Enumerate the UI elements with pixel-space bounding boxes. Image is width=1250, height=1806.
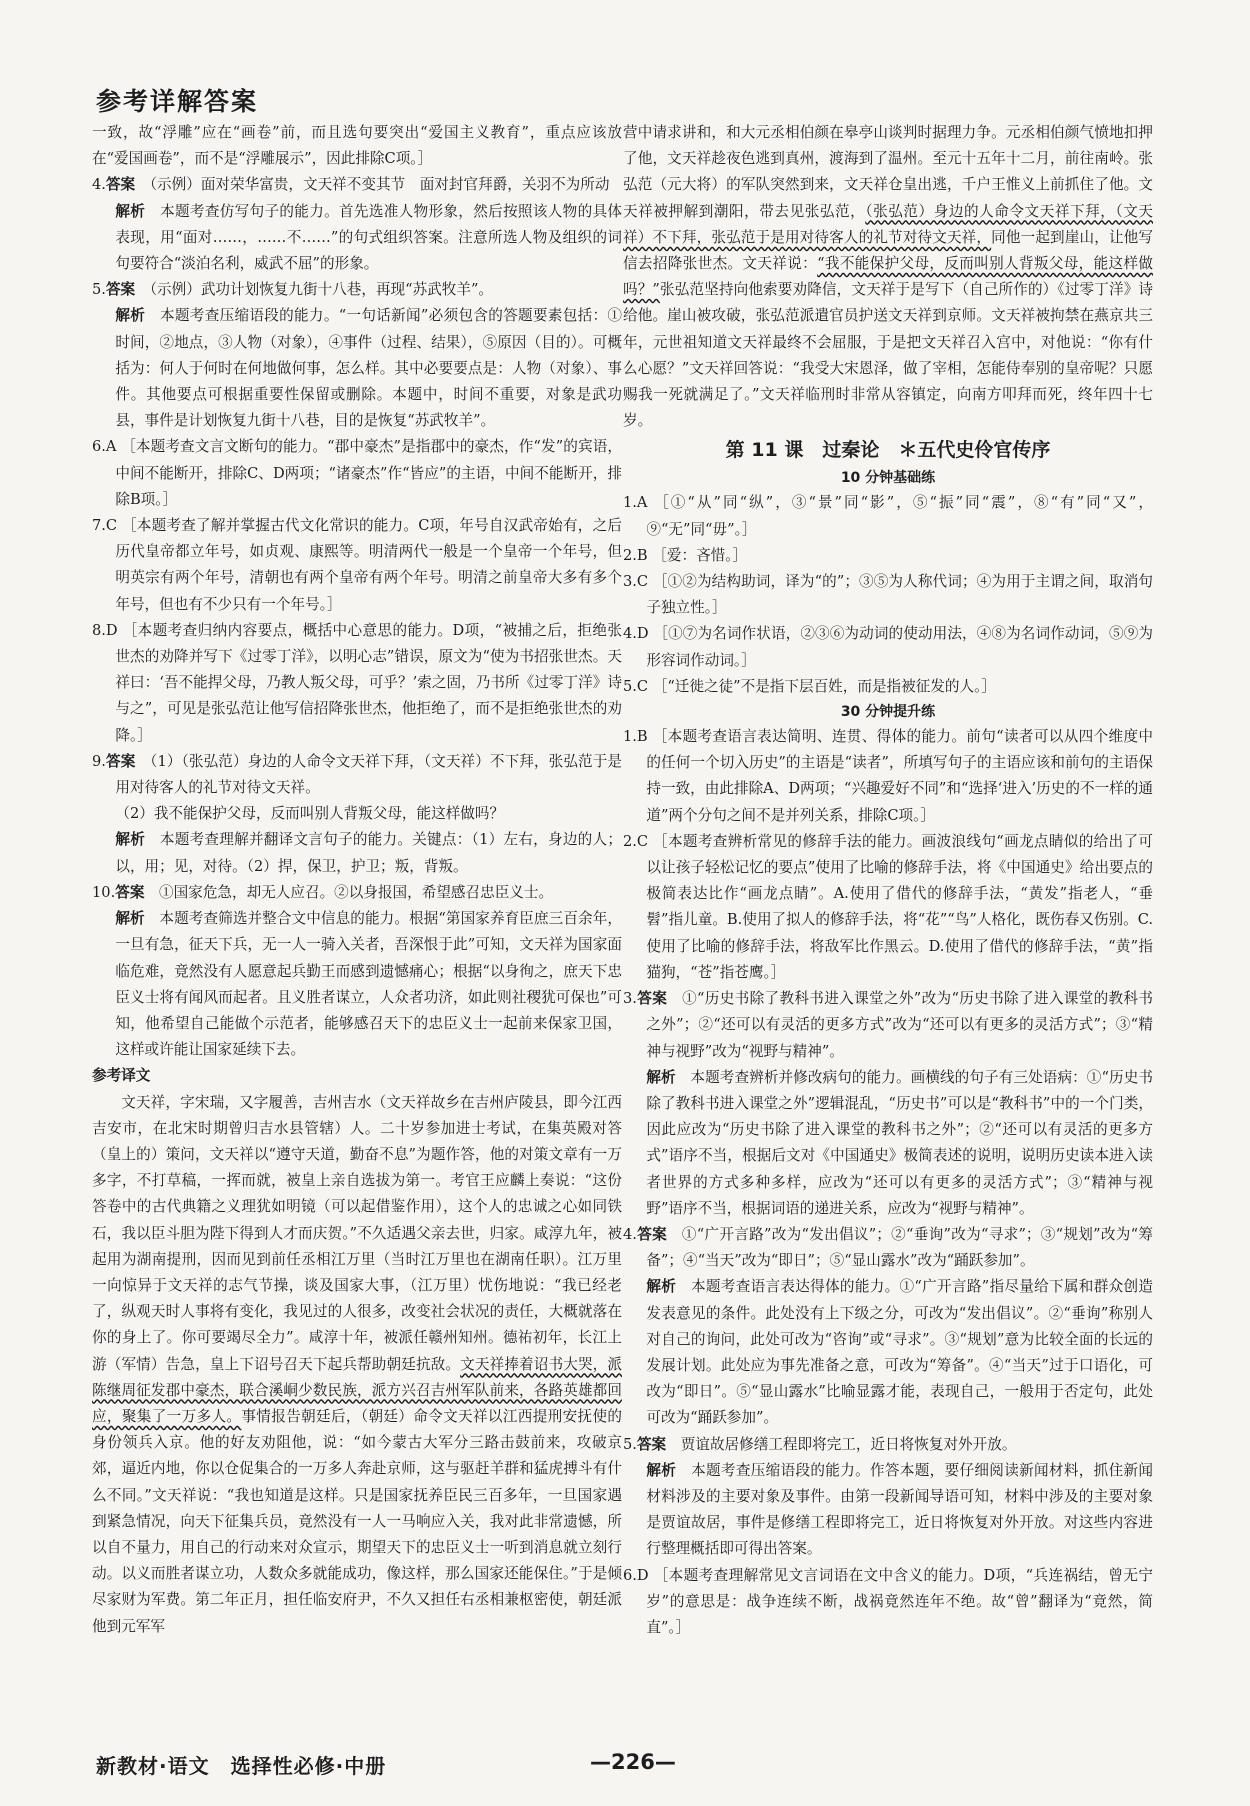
answer-item: 2.B ［爱：吝惜。］ bbox=[623, 546, 748, 564]
answer-item: 9.答案 （1）（张弘范）身边的人命令文天祥下拜，（文天祥）不下拜，张弘范于是用对待客人的礼节对待文天祥。 bbox=[92, 752, 622, 797]
analysis: 解析 本题考查压缩语段的能力。作答本题，要仔细阅读新闻材料，抓住新闻材料涉及的主要对象及事件。由第一段新闻导语可知，材料中涉及的主要对象是贾谊故居，事件是修缮工程即将完工，近日将恢复对外开放。对这些内容进行整理概括即可得出答案。 bbox=[646, 1461, 1153, 1558]
answer-item: 3.答案 ①“历史书除了教科书进入课堂之外”改为“历史书除了进入课堂的教科书之外”；②“还可以有灵活的更多方式”改为“还可以有更多的灵活方式”；③“精神与视野”改为“视野与精神”。 bbox=[623, 990, 1153, 1060]
answer-item: 4.答案 （示例）面对荣华富贵，文天祥不变其节 面对封官拜爵，关羽不为所动 bbox=[92, 176, 610, 194]
answer-item: 7.C ［本题考查了解并掌握古代文化常识的能力。C项，年号自汉武帝始有，之后历代皇帝都立年号，如贞观、康熙等。明清两代一般是一个皇帝一个年号，但明英宗有两个年号，清朝也有两个皇帝有两个年号。明清之前皇帝大多有多个年号，但也有不少只有一个年号。］ bbox=[92, 517, 622, 613]
answer-item: 6.D ［本题考查理解常见文言词语在文中含义的能力。D项，“兵连祸结，曾无宁岁”的意思是：战争连续不断，战祸竟然连年不绝。故“曾”翻译为“竟然，简直”。］ bbox=[623, 1566, 1153, 1636]
footer-book-title: 新教材·语文 选择性必修·中册 bbox=[96, 1754, 387, 1778]
answer-item: 5.答案 （示例）武功计划恢复九街十八巷，再现“苏武牧羊”。 bbox=[92, 281, 494, 299]
translation-heading: 参考译文 bbox=[92, 1067, 151, 1085]
section-title: 10 分钟基础练 bbox=[840, 470, 936, 487]
answer-line: （2）我不能保护父母，反而叫别人背叛父母，能这样做吗？ bbox=[115, 805, 505, 823]
answer-item: 4.答案 ①“广开言路”改为“发出倡议”；②“垂询”改为“寻求”；③“规划”改为“筹备”；④“当天”改为“即日”；⑤“显山露水”改为“踊跃参加”。 bbox=[623, 1225, 1153, 1270]
answer-item: 8.D ［本题考查归纳内容要点，概括中心意思的能力。D项，“被捕之后，拒绝张世杰的劝降并写下《过零丁洋》，以明心志”错误，原文为“使为书招张世杰。天祥曰：‘吾不能捍父母，乃教人叛父母，可乎？’索之固，乃书所《过零丁洋》诗与之”，可见是张弘范让他写信招降张世杰，他拒绝了，而不是拒绝张世杰的劝降。］ bbox=[92, 621, 622, 744]
wavy-underline-sentence: “我不能保护父母，反而叫别人背叛父母，能这样做吗？” bbox=[623, 255, 1153, 299]
answer-item: 10.答案 ①国家危急，却无人应召。②以身报国，希望感召忠臣义士。 bbox=[92, 883, 554, 901]
page-number: —226— bbox=[590, 1750, 676, 1774]
analysis: 解析 本题考查仿写句子的能力。首先选准人物形象，然后按照该人物的具体表现，用“面对……，……不……”的句式组织答案。注意所选人物及组织的词句要符合“淡泊名利，威武不屈”的形象。 bbox=[115, 202, 622, 273]
answer-item: 3.C ［①②为结构助词，译为“的”；③⑤为人称代词；④为用于主谓之间，取消句子独立性。］ bbox=[623, 573, 1153, 617]
left-column bbox=[92, 120, 622, 1740]
analysis: 解析 本题考查语言表达得体的能力。①“广开言路”指尽量给下属和群众创造发表意见的条件。此处没有上下级之分，可改为“发出倡议”。②“垂询”称别人对自己的询问，此处可改为“咨询”或“寻求”。③“规划”意为比较全面的长远的发展计划。此处应为事先准备之意，可改为“筹备”。④“当天”过于口语化，可改为“即日”。⑤“显山露水”比喻显露才能，表现自己，一般用于否定句，此处可改为“踊跃参加”。 bbox=[646, 1278, 1153, 1427]
translation-text: 文天祥，字宋瑞，又字履善，吉州吉水（文天祥故乡在吉州庐陵县，即今江西吉安市，在北宋时期曾归吉水县管辖）人。二十岁参加进士考试，在集英殿对答（皇上的）策问，文天祥以“遵守天道，勤奋不息”为题作答，他的对策文章有一万多字，不打草稿，一挥而就，被皇上亲自选拔为第一。考官王应麟上奏说：“这份答卷中的古代典籍之义理犹如明镜（可以起借鉴作用），这个人的忠诚之心如同铁石，我以臣斗胆为陛下得到人才而庆贺。”不久适遇父亲去世，归家。咸淳九年，被起用为湖南提刑，因而见到前任丞相江万里（当时江万里也在湖南任职）。江万里一向惊异于文天祥的志气节操，谈及国家大事，（江万里）忧伤地说：“我已经老了，纵观天时人事将有变化，我见过的人很多，改变社会状况的责任，大概就落在你的身上了。你可要竭尽全力”。咸淳十年，被派任赣州知州。德祐初年，长江上游（军情）告急，皇上下诏号召天下起兵帮助朝廷抗敌。文天祥捧着诏书大哭，派陈继周征发郡中豪杰，联合溪峒少数民族，派方兴召吉州军队前来，各路英雄都回应，聚集了一万多人。事情报告朝廷后，（朝廷）命令文天祥以江西提刑安抚使的身份领兵入京。他的好友劝阻他，说：“如今蒙古大军分三路击鼓前来，攻破京郊，逼近内地，你以仓促集合的一万多人奔赴京师，这与驱赶羊群和猛虎搏斗有什么不同。”文天祥说：“我也知道是这样。只是国家抚养臣民三百多年，一旦国家遇到紧急情况，向天下征集兵员，竟然没有一人一马响应入关，我对此非常遗憾，所以自不量力，用自己的行动来对众宣示，期望天下的忠臣义士一听到消息就立刻行动。以义而胜者谋立功，人数众多就能成功，像这样，那么国家还能保住。”于是倾尽家财为军费。第二年正月，担任临安府尹，不久又担任右丞相兼枢密使，朝廷派他到元军军 bbox=[92, 1093, 622, 1635]
answer-item: 1.A ［①“从”同“纵”，③“景”同“影”，⑤“振”同“震”，⑧“有”同“又”，⑨“无”同“毋”。］ bbox=[623, 494, 1153, 538]
answer-item: 5.C ［“迁徙之徒”不是指下层百姓，而是指被征发的人。］ bbox=[623, 677, 997, 695]
analysis: 解析 本题考查筛选并整合文中信息的能力。根据“第国家养育臣庶三百余年，一旦有急，征天下兵，无一人一骑入关者，吾深恨于此”可知，文天祥为国家面临危难，竟然没有人愿意起兵勤王而感到遗憾痛心；根据“以身徇之，庶天下忠臣义士将有闻风而起者。且义胜者谋立，人众者功济，如此则社稷犹可保也”可知，他希望自己能做个示范者，能够感召天下的忠臣义士一起前来保家卫国，这样或许能让国家延续下去。 bbox=[115, 910, 622, 1059]
answer-item: 4.D ［①⑦为名词作状语，②③⑥为动词的使动用法，④⑧为名词作动词，⑤⑨为形容词作动词。］ bbox=[623, 625, 1153, 669]
right-column bbox=[623, 120, 1153, 1740]
lesson-title: 第 11 课 过秦论 ＊五代史伶官传序 bbox=[725, 439, 1051, 462]
analysis: 解析 本题考查辨析并修改病句的能力。画横线的句子有三处语病：①“历史书除了教科书进入课堂之外”逻辑混乱，“历史书”可以是“教科书”中的一个门类，因此应改为“历史书除了进入课堂的教科书之外”；②“还可以有灵活的更多方式”语序不当，根据后文对《中国通史》极简表述的说明，说明历史读本进入读者世界的方式多种多样，应改为“还可以有更多的灵活方式”；③“精神与视野”语序不当，根据词语的递进关系，应改为“视野与精神”。 bbox=[646, 1068, 1153, 1217]
answer-item: 5.答案 贾谊故居修缮工程即将完工，近日将恢复对外开放。 bbox=[623, 1435, 1017, 1453]
wavy-underline-sentence: 文天祥捧着诏书大哭，派陈继周征发郡中豪杰，联合溪峒少数民族，派方兴召吉州军队前来，各路英雄都回应，聚集了一万多人。 bbox=[92, 1355, 622, 1425]
answer-item: 2.C ［本题考查辨析常见的修辞手法的能力。画波浪线句“画龙点睛似的给出了可以让孩子轻松记忆的要点”使用了比喻的修辞手法，将《中国通史》给出要点的极简表达比作“画龙点睛”。A.使用了借代的修辞手法，“黄发”指老人，“垂髫”指儿童。B.使用了拟人的修辞手法，将“花”“鸟”人格化，既伤春又伤别。C.使用了比喻的修辞手法，将敌军比作黑云。D.使用了借代的修辞手法，“黄”指猫狗，“苍”指苍鹰。］ bbox=[623, 832, 1153, 981]
analysis: 解析 本题考查理解并翻译文言句子的能力。关键点：（1）左右，身边的人；以，用；见，对待。（2）捍，保卫，护卫；叛，背叛。 bbox=[115, 831, 622, 875]
wavy-underline-sentence: （张弘范）身边的人命令文天祥下拜，（文天祥）不下拜，张弘范于是用对待客人的礼节对待文天祥， bbox=[623, 202, 1153, 246]
answer-item: 1.B ［本题考查语言表达简明、连贯、得体的能力。前句“读者可以从四个维度中的任何一个切入历史”的主语是“读者”，所填写句子的主语应该和前句的主语保持一致，由此排除A、D两项；“兴趣爱好不同”和“选择‘进入’历史的不一样的通道”两个分句之间不是并列关系，排除C项。］ bbox=[623, 728, 1153, 824]
section-title: 30 分钟提升练 bbox=[840, 704, 936, 721]
analysis: 解析 本题考查压缩语段的能力。“一句话新闻”必须包含的答题要素包括：①时间，②地点，③人物（对象），④事件（过程、结果），⑤原因（目的）。可概括为：何人于何时在何地做何事，怎么样。其中必要要点是：人物（对象）、事件。其他要点可根据重要性保留或删除。本题中，时间不重要，对象是武功县，事件是计划恢复九街十八巷，目的是恢复“苏武牧羊”。 bbox=[115, 307, 622, 430]
translation-text: 营中请求讲和，和大元丞相伯颜在皋亭山谈判时据理力争。元丞相伯颜气愤地扣押了他，文天祥趁夜色逃到真州，渡海到了温州。至元十五年十二月，前往南岭。张弘范（元大将）的军队突然到来，文天祥仓皇出逃，千户王惟义上前抓住了他。文天祥被押解到潮阳，带去见张弘范，（张弘范）身边的人命令文天祥下拜，（文天祥）不下拜，张弘范于是用对待客人的礼节对待文天祥，同他一起到崖山，让他写信去招降张世杰。文天祥说：“我不能保护父母，反而叫别人背叛父母，能这样做吗？”张弘范坚持向他索要劝降信，文天祥于是写下（自己所作的）《过零丁洋》诗给他。崖山被攻破，张弘范派遣官员护送文天祥到京师。文天祥被拘禁在燕京共三年，元世祖知道文天祥最终不会屈服，于是把文天祥召入宫中，对他说：“你有什么心愿？”文天祥回答说：“我受大宋恩泽，做了宰相，怎能侍奉别的皇帝呢？只愿赐我一死就满足了。”文天祥临刑时非常从容镇定，向南方叩拜而死，终年四十七岁。 bbox=[623, 124, 1153, 430]
page-header: 参考详解答案 bbox=[96, 87, 259, 116]
answer-item: 6.A ［本题考查文言文断句的能力。“郡中豪杰”是指郡中的豪杰，作“发”的宾语，中间不能断开，排除C、D两项；“诸豪杰”作“皆应”的主语，中间不能断开，排除B项。］ bbox=[92, 438, 622, 508]
paragraph: 一致，故“浮雕”应在“画卷”前，而且选句要突出“爱国主义教育”，重点应该放在“爱国画卷”，而不是“浮雕展示”，因此排除C项。］ bbox=[92, 124, 622, 168]
